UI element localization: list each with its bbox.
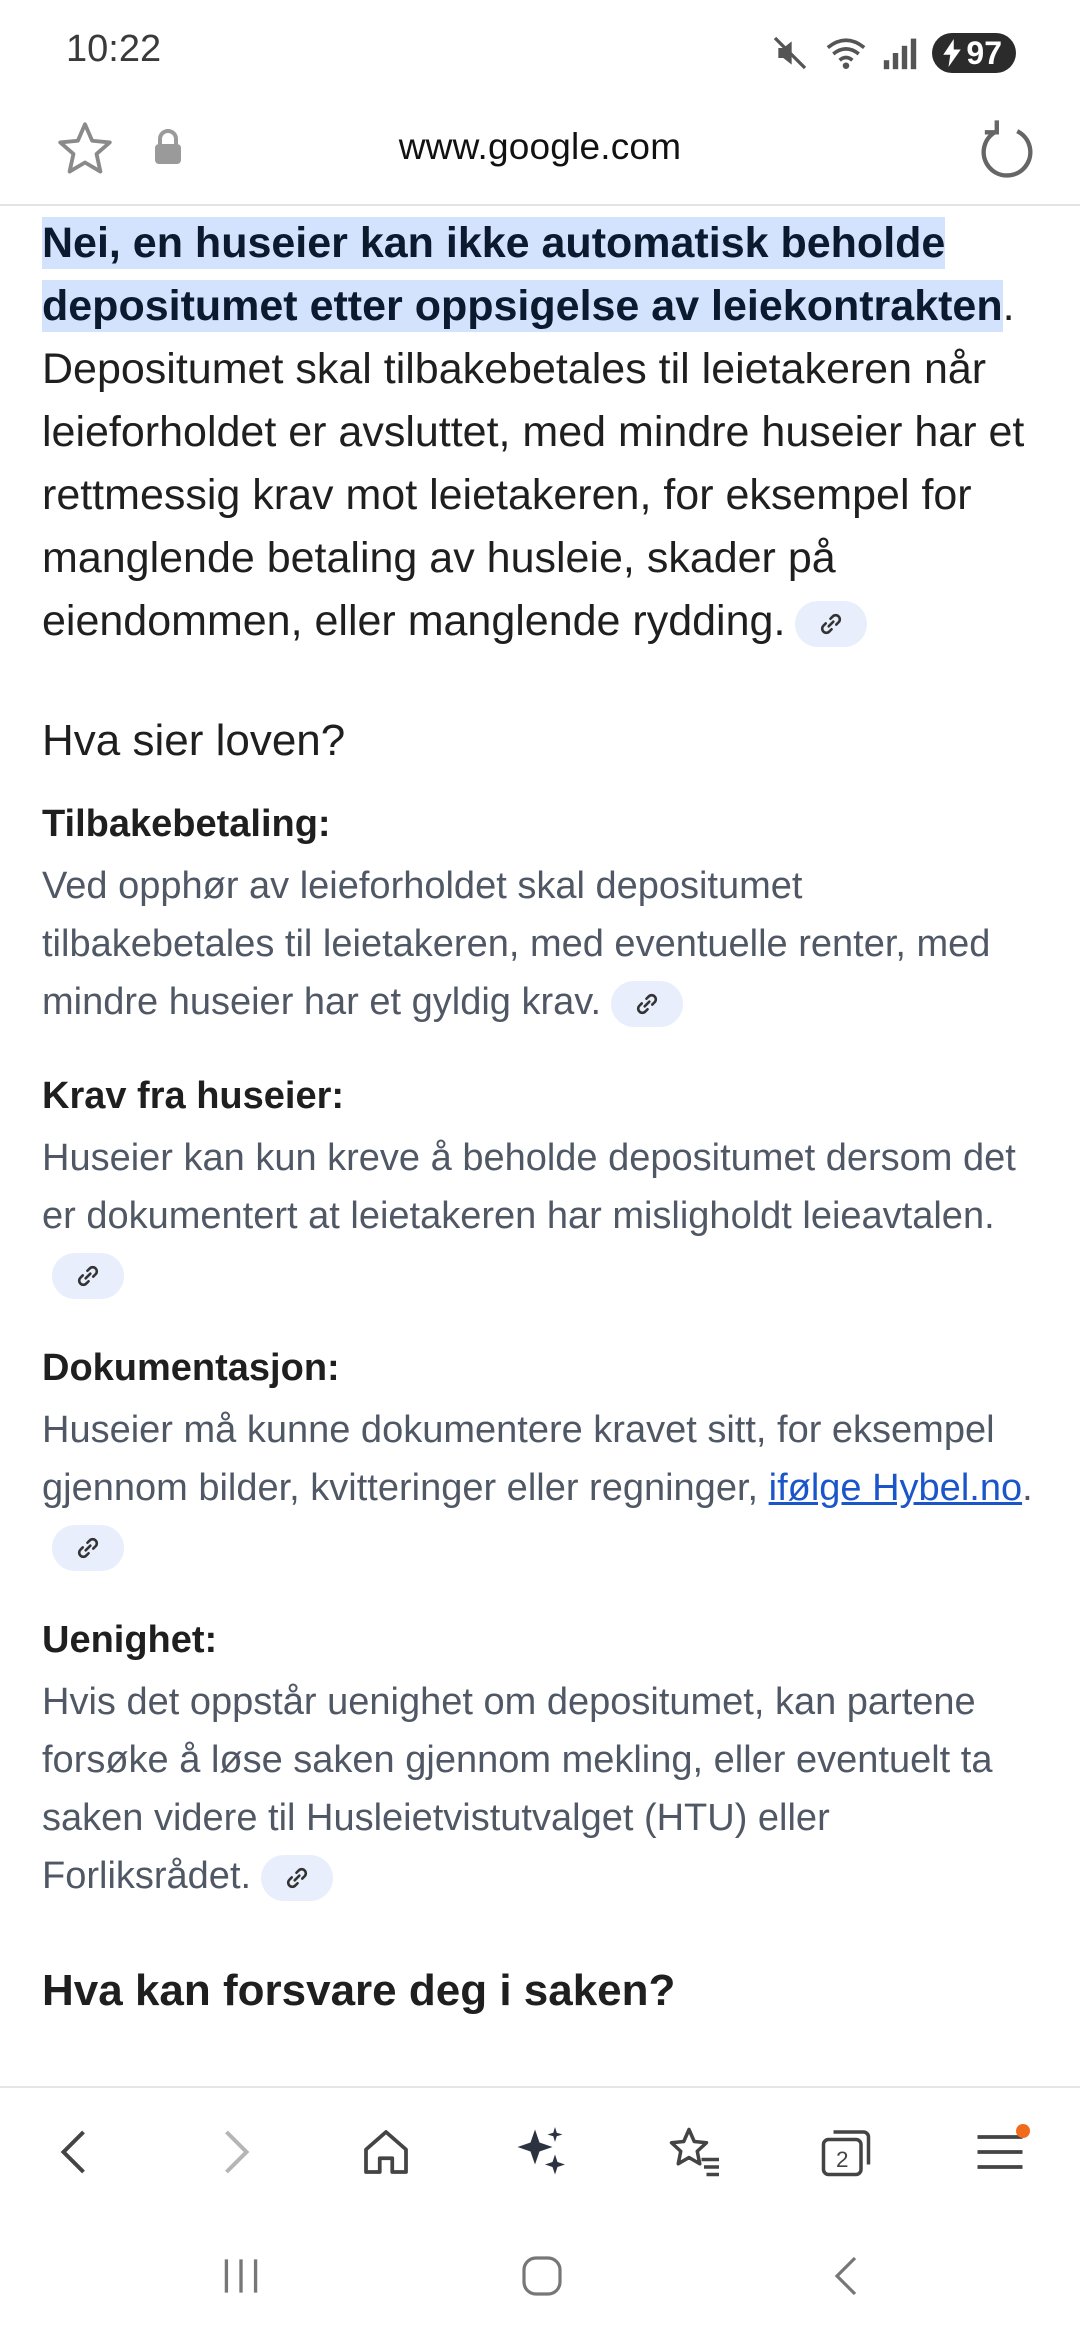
reload-icon <box>972 116 1042 186</box>
link-icon <box>283 1864 311 1892</box>
item-text-end: . <box>1022 1467 1033 1509</box>
mute-icon <box>770 33 810 73</box>
item-title-uenighet: Uenighet: <box>42 1619 218 1661</box>
link-icon <box>74 1534 102 1562</box>
ai-overview-content <box>42 206 1042 2086</box>
item-body-tilbakebetaling <box>42 857 1042 1031</box>
system-navigation-bar <box>0 2216 1080 2340</box>
back-arrow-icon <box>827 2252 867 2300</box>
item-body-krav <box>42 1129 1042 1303</box>
home-button[interactable] <box>348 2114 424 2190</box>
source-link-button[interactable] <box>261 1855 333 1901</box>
item-title-dokumentasjon: Dokumentasjon: <box>42 1347 340 1389</box>
recent-apps-button[interactable] <box>206 2246 276 2306</box>
tabs-icon <box>816 2122 876 2182</box>
chevron-left-icon <box>46 2122 106 2182</box>
back-button[interactable] <box>38 2114 114 2190</box>
status-icons <box>770 30 1016 76</box>
link-icon <box>633 990 661 1018</box>
url-bar <box>0 104 1080 206</box>
bookmarks-button[interactable] <box>656 2114 732 2190</box>
link-icon <box>817 610 845 638</box>
source-link-button[interactable] <box>52 1525 124 1571</box>
recent-apps-icon <box>216 2254 266 2298</box>
browser-toolbar <box>0 2086 1080 2218</box>
menu-button[interactable] <box>962 2114 1038 2190</box>
wifi-icon <box>824 33 868 73</box>
answer-rest: . Depositumet skal tilbakebetales til leietakeren når leieforholdet er avsluttet, med mindre huseier har et rettmessig krav mot leietakeren, for eksempel for manglende betaling av husleie, skader på eiendommen, eller manglende rydding. <box>42 282 1025 645</box>
home-square-icon <box>518 2252 566 2300</box>
item-body-dokumentasjon <box>42 1401 1042 1575</box>
battery-indicator <box>932 33 1016 73</box>
hybel-link[interactable]: ifølge Hybel.no <box>768 1467 1023 1509</box>
section-heading: Hva sier loven? <box>42 716 346 765</box>
signal-icon <box>882 33 918 73</box>
home-icon <box>356 2122 416 2182</box>
source-link-button[interactable] <box>611 981 683 1027</box>
charging-icon <box>942 39 962 67</box>
status-time: 10:22 <box>66 28 162 70</box>
sparkle-icon <box>510 2122 570 2182</box>
item-title-krav: Krav fra huseier: <box>42 1075 345 1117</box>
source-link-button[interactable] <box>795 601 867 647</box>
chevron-right-icon <box>204 2122 264 2182</box>
status-bar <box>0 0 1080 104</box>
url-text[interactable]: www.google.com <box>398 126 682 167</box>
tabs-button[interactable] <box>808 2114 884 2190</box>
ai-assist-button[interactable] <box>502 2114 578 2190</box>
link-icon <box>74 1262 102 1290</box>
home-nav-button[interactable] <box>507 2246 577 2306</box>
item-title-tilbakebetaling: Tilbakebetaling: <box>42 803 331 845</box>
forward-button[interactable] <box>196 2114 272 2190</box>
notification-dot <box>1016 2124 1030 2138</box>
item-body-uenighet <box>42 1673 1042 1905</box>
back-nav-button[interactable] <box>812 2246 882 2306</box>
answer-highlight: Nei, en huseier kan ikke automatisk beholde depositumet etter oppsigelse av leiekontrakten <box>42 219 1003 330</box>
reload-button[interactable] <box>972 116 1042 186</box>
item-text: Hvis det oppstår uenighet om depositumet, kan partene forsøke å løse saken gjennom mekling, eller eventuelt ta saken videre til Husleietvistutvalget (HTU) eller Forliksrådet. <box>42 1681 993 1897</box>
answer-paragraph <box>42 212 1042 653</box>
next-section-heading: Hva kan forsvare deg i saken? <box>42 1966 676 2015</box>
item-text: Ved opphør av leieforholdet skal depositumet tilbakebetales til leietakeren, med eventuelle renter, med mindre huseier har et gyldig krav. <box>42 865 991 1023</box>
source-link-button[interactable] <box>52 1253 124 1299</box>
item-text: Huseier må kunne dokumentere kravet sitt, for eksempel gjennom bilder, kvitteringer eller regninger, <box>42 1409 995 1509</box>
bookmarks-list-icon <box>664 2122 724 2182</box>
battery-level: 97 <box>966 34 1002 71</box>
item-text: Huseier kan kun kreve å beholde depositumet dersom det er dokumentert at leietakeren har misligholdt leieavtalen. <box>42 1137 1016 1237</box>
tabs-count: 2 <box>835 2147 849 2172</box>
